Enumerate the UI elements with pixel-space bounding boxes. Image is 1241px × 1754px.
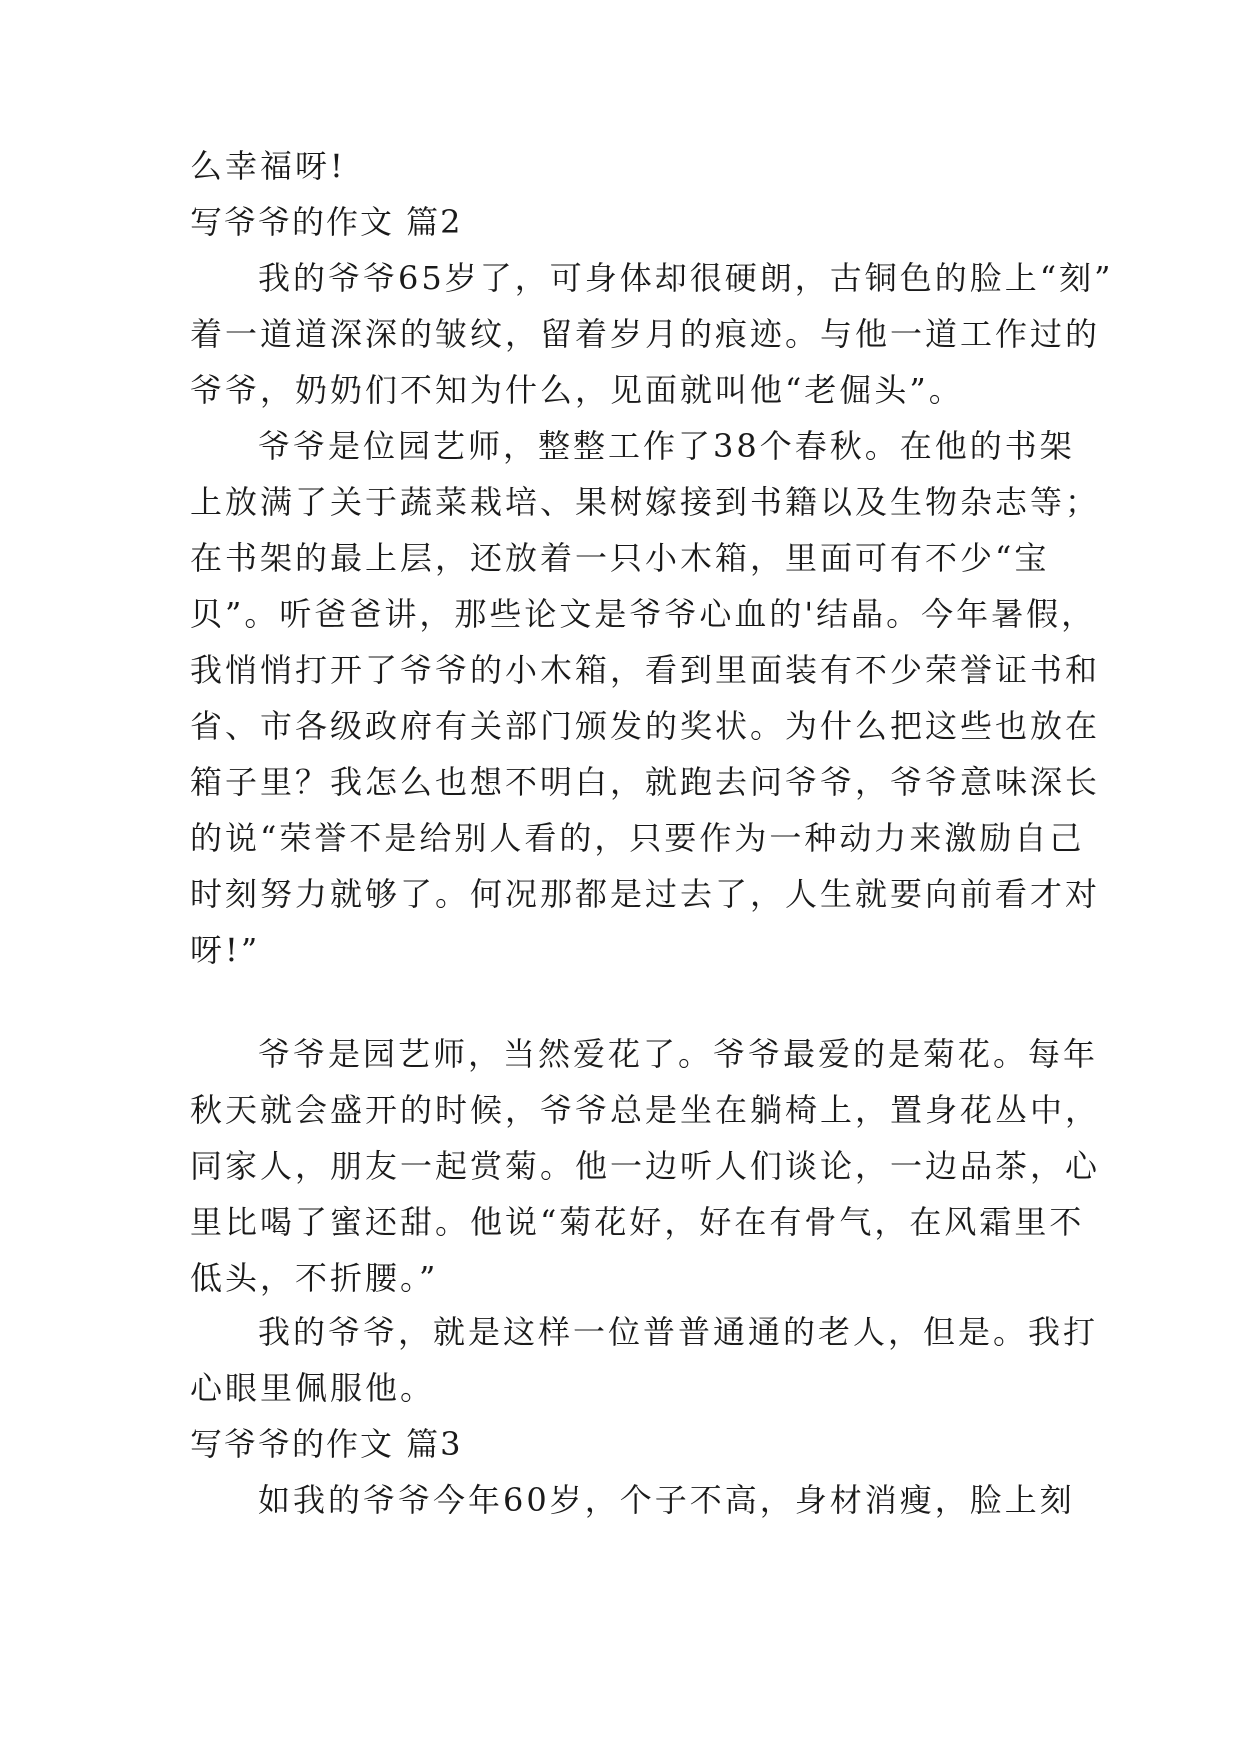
paragraph-line: 着一道道深深的皱纹，留着岁月的痕迹。与他一道工作过的 [190,315,1101,353]
paragraph-line: 如我的爷爷今年60岁，个子不高，身材消瘦，脸上刻 [258,1481,1075,1519]
paragraph-line: 同家人，朋友一起赏菊。他一边听人们谈论，一边品茶，心 [190,1147,1101,1185]
paragraph-line: 低头，不折腰。” [190,1259,439,1297]
section-heading: 写爷爷的作文 篇3 [190,1425,463,1463]
paragraph-line: 贝”。听爸爸讲，那些论文是爷爷心血的'结晶。今年暑假， [190,595,1097,633]
paragraph-line: 爷爷，奶奶们不知为什么，见面就叫他“老倔头”。 [190,371,964,409]
section-heading: 写爷爷的作文 篇2 [190,203,463,241]
paragraph-line: 秋天就会盛开的时候，爷爷总是坐在躺椅上，置身花丛中， [190,1091,1101,1129]
paragraph-line: 时刻努力就够了。何况那都是过去了，人生就要向前看才对 [190,875,1101,913]
paragraph-line: 的说“荣誉不是给别人看的，只要作为一种动力来激励自己 [190,819,1085,857]
paragraph-line: 箱子里？我怎么也想不明白，就跑去问爷爷，爷爷意味深长 [190,763,1101,801]
paragraph-line: 么幸福呀! [190,147,346,185]
paragraph-line: 在书架的最上层，还放着一只小木箱，里面可有不少“宝 [190,539,1050,577]
paragraph-line: 我的爷爷，就是这样一位普普通通的老人，但是。我打 [258,1313,1099,1351]
paragraph-line: 我悄悄打开了爷爷的小木箱，看到里面装有不少荣誉证书和 [190,651,1101,689]
paragraph-line: 上放满了关于蔬菜栽培、果树嫁接到书籍以及生物杂志等； [190,483,1101,521]
paragraph-line: 我的爷爷65岁了，可身体却很硬朗，古铜色的脸上“刻” [258,259,1114,297]
paragraph-line: 省、市各级政府有关部门颁发的奖状。为什么把这些也放在 [190,707,1101,745]
paragraph-line: 心眼里佩服他。 [190,1369,436,1407]
paragraph-line: 里比喝了蜜还甜。他说“菊花好，好在有骨气，在风霜里不 [190,1203,1085,1241]
paragraph-line: 呀!” [190,931,261,969]
paragraph-line: 爷爷是位园艺师，整整工作了38个春秋。在他的书架 [258,427,1075,465]
paragraph-line: 爷爷是园艺师，当然爱花了。爷爷最爱的是菊花。每年 [258,1035,1099,1073]
